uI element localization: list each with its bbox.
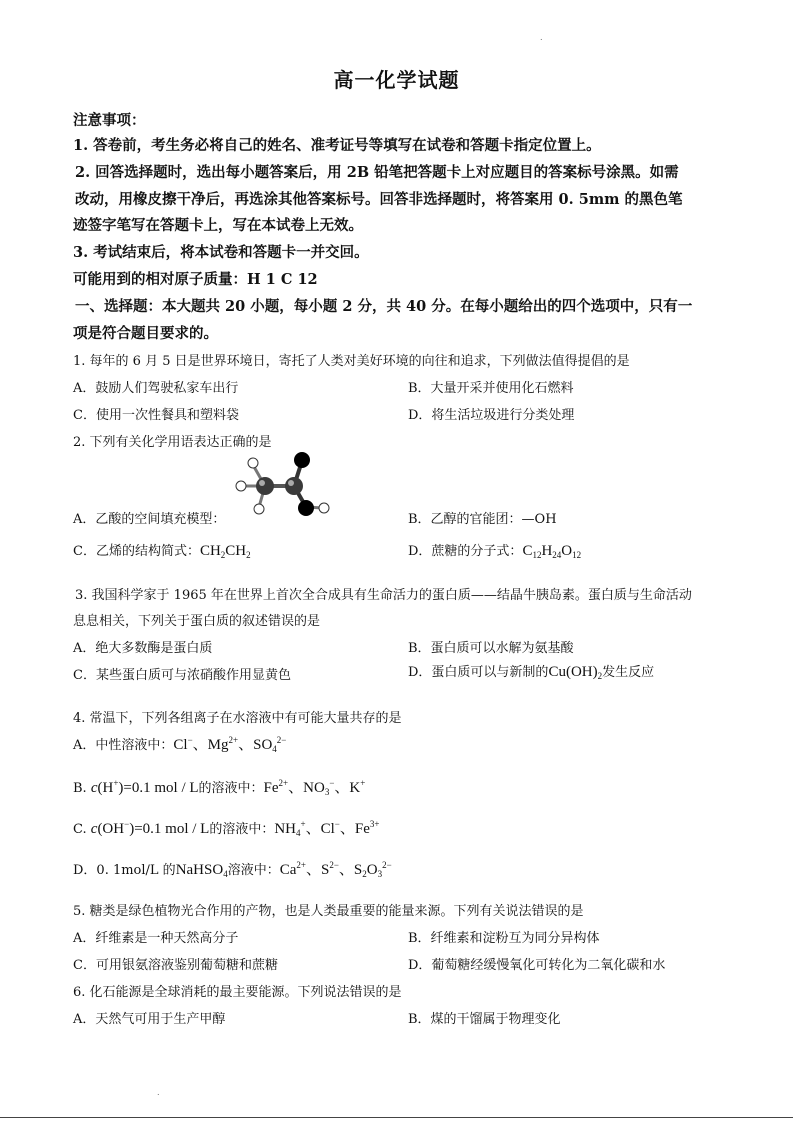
section-1-line-2: 项是符合题目要求的。 (73, 325, 218, 342)
page-title: 高一化学试题 (333, 68, 460, 92)
notice-item-2-line-1: 2. 回答选择题时，选出每小题答案后，用 2B 铅笔把答题卡上对应题目的答案标号涂黑。如需 (75, 164, 679, 181)
ethylene-formula: $CH_2CH_2$ (199, 543, 251, 560)
q6-option-b: B．煤的干馏属于物理变化 (408, 1012, 561, 1027)
q4-option-a: A．中性溶液中：Cl−、$Mg^{2+}$、$SO_4^{2-}$ (73, 735, 287, 754)
scan-speck: . (540, 33, 543, 42)
q4-b-ions: $Fe^{2+}$、$NO_3^-$、K+ (263, 778, 366, 797)
notice-heading: 注意事项： (73, 112, 146, 129)
q1-option-b: B．大量开采并使用化石燃料 (408, 381, 574, 396)
q2-option-d (408, 540, 581, 560)
q4-option-c: C. c(OH−)=0.1 mol / L的溶液中：$NH_4^+$、Cl−、$Fe^{3+}$ (73, 819, 380, 838)
q3-option-a: A．绝大多数酶是蛋白质 (73, 641, 213, 656)
q4-d-ions: $Ca^{2+}$、$S^{2-}$、$S_2O_3^{2-}$ (279, 860, 392, 879)
scan-speck: . (157, 1088, 160, 1097)
q2-option-d-label: D．蔗糖的分子式： (408, 544, 523, 559)
q2-option-c-label: C．乙烯的结构简式： (73, 544, 200, 559)
q2-option-a: A．乙酸的空间填充模型： (73, 512, 226, 527)
q4-c-ions: $NH_4^+$、Cl−、$Fe^{3+}$ (274, 819, 380, 838)
sucrose-formula: $C_{12}H_{24}O_{12}$ (522, 543, 582, 560)
q3-option-b: B．蛋白质可以水解为氨基酸 (408, 641, 574, 656)
q3-option-d-pre: D．蛋白质可以与新制的 (408, 665, 549, 680)
q5-option-b: B．纤维素和淀粉互为同分异构体 (408, 931, 600, 946)
notice-item-2-line-3: 迹签字笔写在答题卡上，写在本试卷上无效。 (73, 217, 363, 234)
q4-stem: 4. 常温下，下列各组离子在水溶液中有可能大量共存的是 (73, 711, 402, 726)
q4-b-hydrogen-concentration: c(H+)=0.1 mol / L (90, 778, 199, 796)
q3-option-c: C．某些蛋白质可与浓硝酸作用显黄色 (73, 668, 291, 683)
q5-option-d: D．葡萄糖经缓慢氧化可转化为二氧化碳和水 (408, 958, 666, 973)
q1-option-d: D．将生活垃圾进行分类处理 (408, 408, 575, 423)
section-1-line-1: 一、选择题：本大题共 20 小题，每小题 2 分，共 40 分。在每小题给出的四个选项中，只有一 (75, 298, 693, 315)
q3-option-d-post: 发生反应 (602, 665, 655, 680)
q6-stem: 6. 化石能源是全球消耗的最主要能源。下列说法错误的是 (73, 985, 402, 1000)
q3-stem-line-2: 息息相关，下列关于蛋白质的叙述错误的是 (73, 614, 321, 629)
q4-c-hydroxide-concentration: c(OH−)=0.1 mol / L (90, 819, 210, 837)
q3-option-d (408, 661, 654, 681)
page-bottom-divider (0, 1117, 793, 1118)
q2-stem: 2. 下列有关化学用语表达正确的是 (73, 435, 272, 450)
q1-option-c: C．使用一次性餐具和塑料袋 (73, 408, 239, 423)
q5-option-c: C．可用银氨溶液鉴别葡萄糖和蔗糖 (73, 958, 278, 973)
q1-option-a: A．鼓励人们驾驶私家车出行 (73, 381, 239, 396)
q3-stem-line-1: 3. 我国科学家于 1965 年在世界上首次全合成具有生命活力的蛋白质——结晶牛胰岛素。蛋白质与生命活动 (75, 588, 692, 603)
q5-option-a: A．纤维素是一种天然高分子 (73, 931, 239, 946)
q1-stem: 1. 每年的 6 月 5 日是世界环境日，寄托了人类对美好环境的向往和追求，下列做法值得提倡的是 (73, 354, 630, 369)
atomic-mass-line: 可能用到的相对原子质量：H 1 C 12 (73, 271, 318, 288)
notice-item-3: 3. 考试结束后，将本试卷和答题卡一并交回。 (73, 244, 369, 261)
copper-hydroxide-formula: $Cu(OH)_2$ (548, 664, 603, 681)
notice-item-1: 1. 答卷前，考生务必将自己的姓名、准考证号等填写在试卷和答题卡指定位置上。 (73, 137, 601, 154)
sodium-bisulfate-formula: NaHSO$_4$ (175, 862, 228, 879)
q2-option-b: B．乙醇的官能团：—OH (408, 512, 557, 527)
q5-stem: 5. 糖类是绿色植物光合作用的产物，也是人类最重要的能量来源。下列有关说法错误的是 (73, 904, 584, 919)
q4-option-b: B. c(H+)=0.1 mol / L的溶液中：$Fe^{2+}$、$NO_3^-$、K+ (73, 778, 366, 797)
q2-option-c (73, 540, 251, 560)
q4-a-ions: Cl−、$Mg^{2+}$、$SO_4^{2-}$ (173, 735, 287, 754)
notice-item-2-line-2: 改动，用橡皮擦干净后，再选涂其他答案标号。回答非选择题时，将答案用 0. 5mm 的黑色笔 (75, 191, 683, 208)
q6-option-a: A．天然气可用于生产甲醇 (73, 1012, 226, 1027)
q4-option-d: D．0. 1mol/L 的NaHSO$_4$溶液中：$Ca^{2+}$、$S^{2-}$、$S_2O_3^{2-}$ (73, 860, 392, 879)
acetic-acid-space-filling-model (232, 449, 334, 525)
